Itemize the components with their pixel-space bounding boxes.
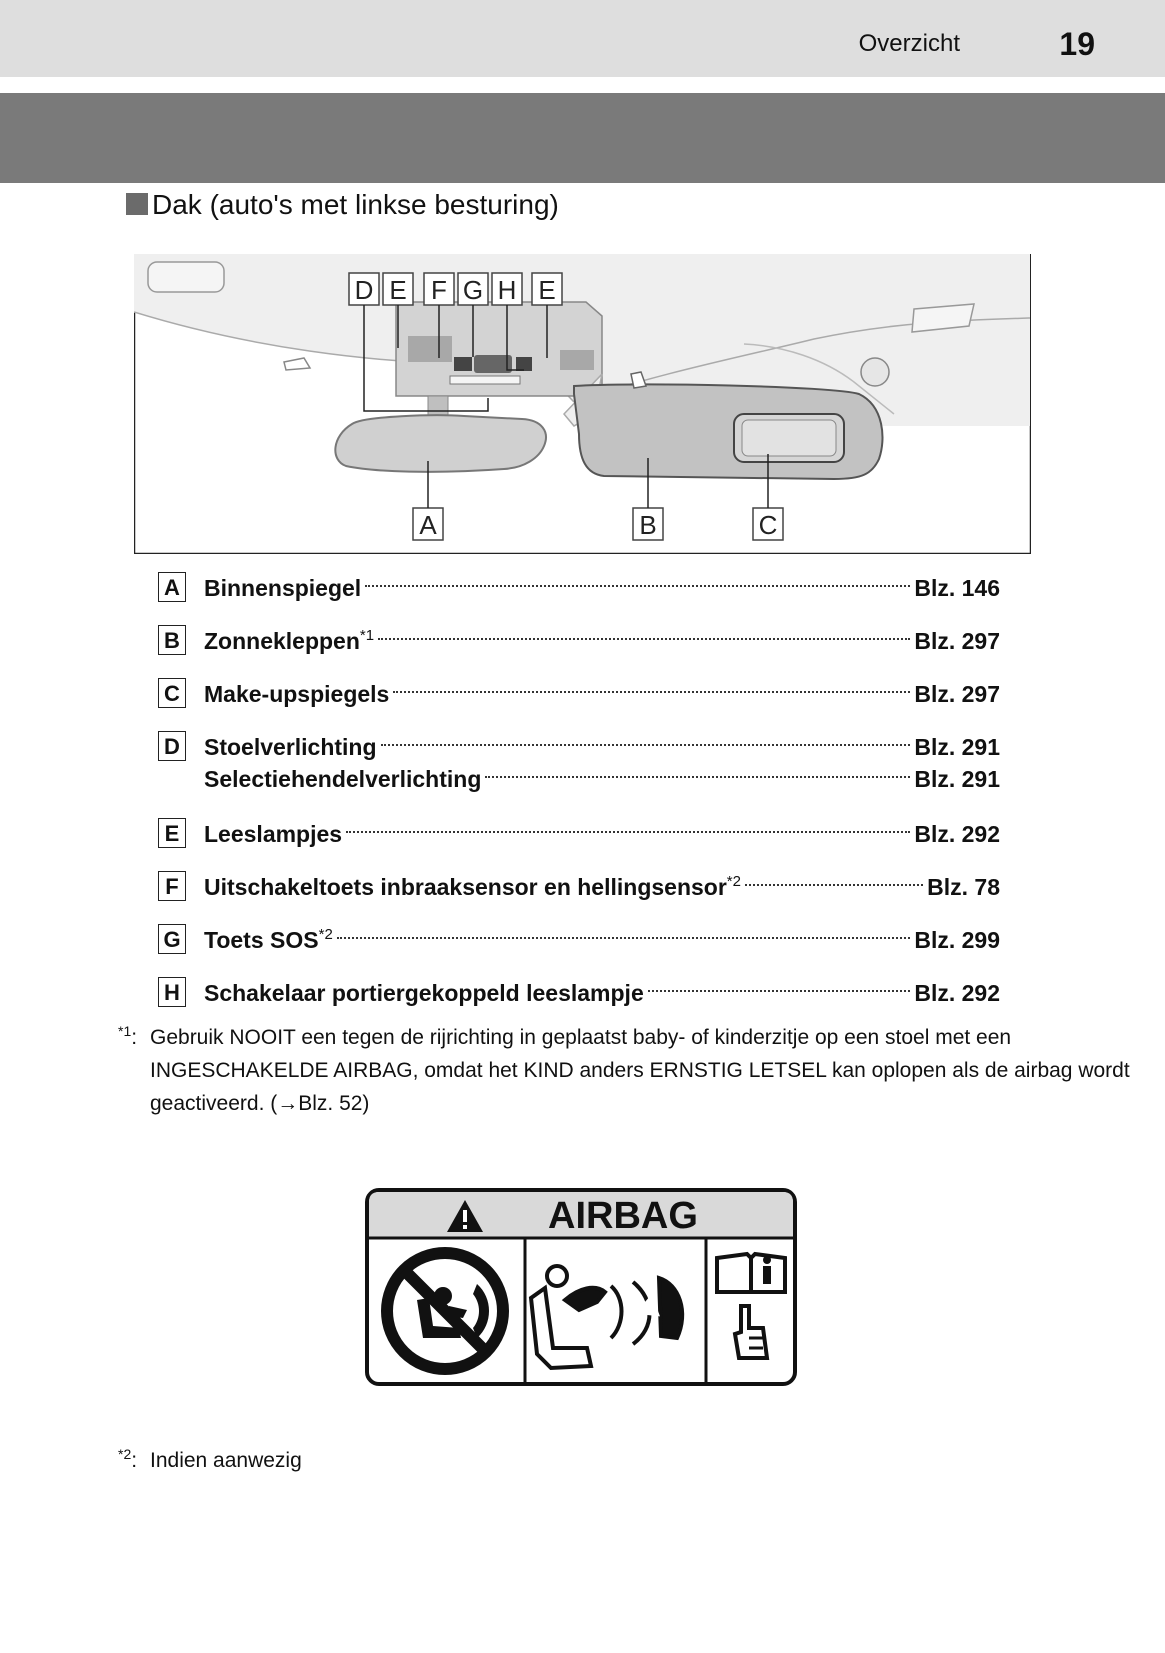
list-item xyxy=(158,572,1000,606)
item-label: Make-upspiegels xyxy=(204,680,390,707)
item-label: Stoelverlichting xyxy=(204,733,377,760)
svg-text:D: D xyxy=(354,275,374,305)
footnote-text: Indien aanwezig xyxy=(150,1449,302,1472)
page-number: 19 xyxy=(1059,26,1095,62)
page-reference[interactable]: Blz. 297 xyxy=(914,627,1000,654)
page-reference[interactable]: Blz. 146 xyxy=(914,574,1000,601)
footnote-text: Gebruik NOOIT een tegen de rijrichting in geplaatst baby- of kinderzitje op een stoel met een INGESCHAKELDE AIRBAG, omdat het KIND anders ERNSTIG LETSEL kan oplopen als de airbag wordt geactiveerd. (→Blz. 52) xyxy=(150,1026,1130,1115)
item-letter: D xyxy=(158,731,186,761)
page-reference[interactable]: Blz. 291 xyxy=(914,733,1000,760)
item-label: Binnenspiegel xyxy=(204,574,362,601)
manual-book-icon xyxy=(717,1254,785,1292)
footnote-marker: *1 xyxy=(359,626,375,644)
page-reference[interactable]: Blz. 78 xyxy=(927,873,1000,900)
item-label: Leeslampjes xyxy=(204,820,343,847)
grey-band xyxy=(0,93,1165,183)
leader-dots xyxy=(485,775,910,778)
item-label: Zonnekleppen$^{*1}$ xyxy=(204,626,375,654)
list-item xyxy=(158,818,1000,852)
svg-text:E: E xyxy=(538,275,556,305)
footnote-marker: *2 xyxy=(726,872,741,890)
item-letter: A xyxy=(158,572,186,602)
page-reference[interactable]: Blz. 292 xyxy=(914,979,1000,1006)
header-bar xyxy=(0,0,1165,77)
footnote-mark: *2 xyxy=(118,1446,132,1462)
svg-text:F: F xyxy=(431,275,447,305)
leader-dots xyxy=(648,989,911,992)
svg-text:A: A xyxy=(419,510,437,540)
svg-text:E: E xyxy=(389,275,407,305)
airbag-label-title: AIRBAG xyxy=(548,1195,698,1237)
list-item xyxy=(158,977,1000,1011)
svg-text:H: H xyxy=(497,275,517,305)
leader-dots xyxy=(745,883,923,886)
list-item xyxy=(158,678,1000,712)
page-reference[interactable]: Blz. 292 xyxy=(914,820,1000,847)
item-label: Selectiehendelverlichting xyxy=(204,765,482,792)
footnote-marker: *2 xyxy=(318,925,333,943)
leader-dots xyxy=(365,584,910,587)
item-letter: F xyxy=(158,871,186,901)
leader-dots xyxy=(393,690,910,693)
airbag-warning-label xyxy=(365,1188,797,1386)
square-bullet-icon xyxy=(126,193,148,215)
list-item xyxy=(158,924,1000,958)
list-item xyxy=(158,625,1000,659)
page-reference[interactable]: Blz. 297 xyxy=(914,680,1000,707)
header-title: Overzicht xyxy=(858,30,960,57)
item-label: Uitschakeltoets inbraaksensor en hellingsensor$^{*2}$ xyxy=(204,872,741,900)
leader-dots xyxy=(337,936,911,939)
page-reference[interactable]: Blz. 291 xyxy=(914,765,1000,792)
section-title-text: Dak (auto's met linkse besturing) xyxy=(152,189,559,220)
leader-dots xyxy=(346,830,910,833)
svg-text:G: G xyxy=(462,275,484,305)
item-letter: C xyxy=(158,678,186,708)
page-reference[interactable]: Blz. 299 xyxy=(914,926,1000,953)
item-letter: B xyxy=(158,625,186,655)
list-item xyxy=(158,871,1000,905)
svg-text:C: C xyxy=(758,510,778,540)
item-letter: G xyxy=(158,924,186,954)
item-label: Toets SOS$^{*2}$ xyxy=(204,925,333,953)
no-rear-facing-seat-icon xyxy=(387,1253,503,1369)
leader-dots xyxy=(378,637,910,640)
roof-illustration xyxy=(134,254,1031,554)
item-label: Schakelaar portiergekoppeld leeslampje xyxy=(204,979,644,1006)
footnote-mark: *1 xyxy=(118,1023,132,1039)
leader-dots xyxy=(381,743,911,746)
item-letter: H xyxy=(158,977,186,1007)
section-title xyxy=(126,189,559,221)
svg-text:B: B xyxy=(639,510,657,540)
list-item xyxy=(158,731,1000,792)
item-letter: E xyxy=(158,818,186,848)
